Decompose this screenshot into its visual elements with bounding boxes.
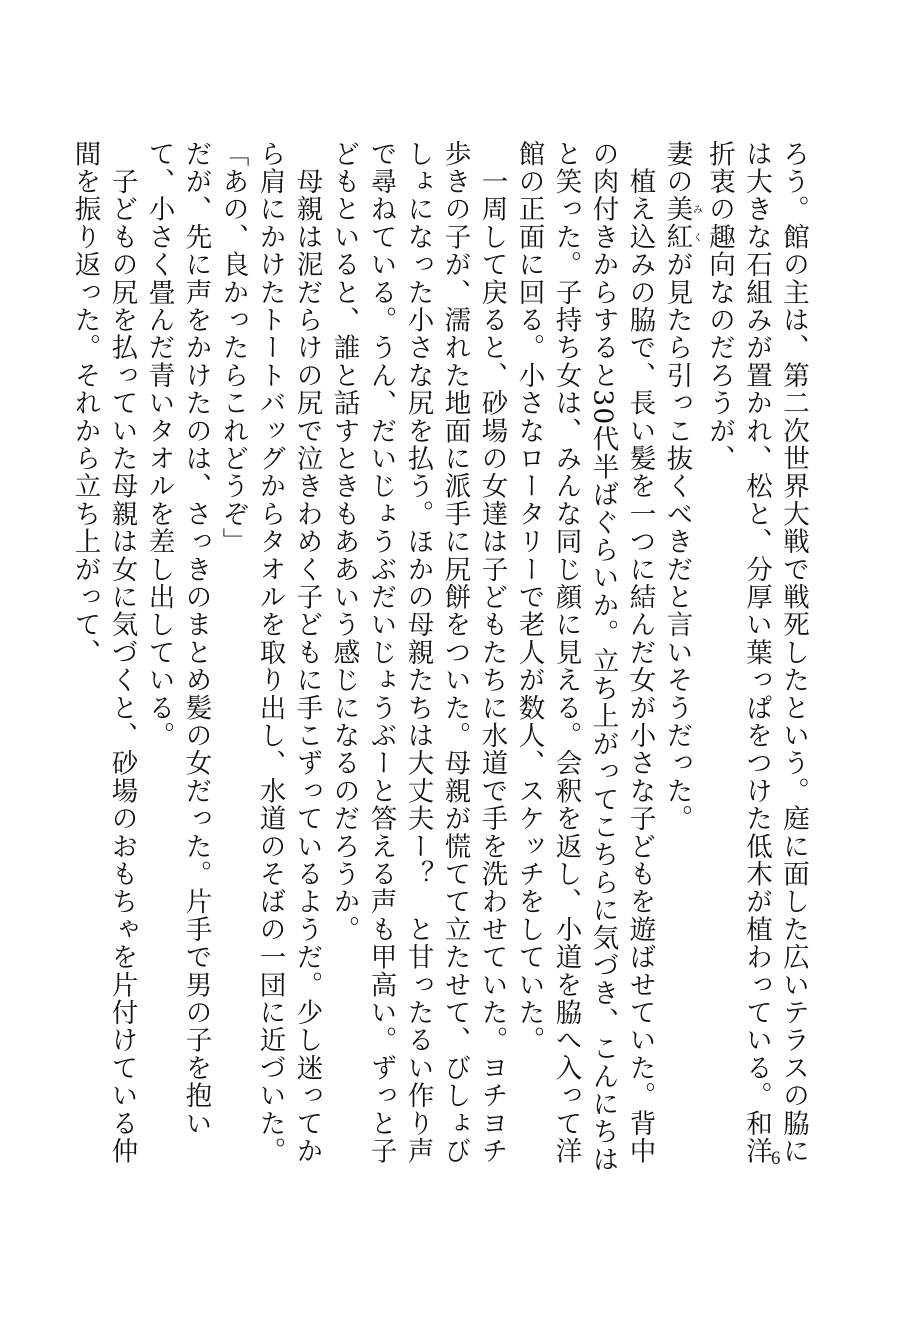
paragraph: ろう。館の主は、第二次世界大戦で戦死したという。庭に面した広いテラスの脇には大きな石組みが置かれ、松と、分厚い葉っぱをつけた低木が植わっている。和洋折衷の趣向なのだろうが、 — [704, 140, 809, 1165]
ruby-suffix-text: が見たら引っこ抜くべきだと言いそうだった。 — [661, 250, 693, 833]
paragraph: 子どもの尻を払っていた母親は女に気づくと、砂場のおもちゃを片付けている仲間を振り返った。それから立ち上がって、 — [69, 140, 138, 1165]
paragraph: 植え込みの脇で、長い髪を一つに結んだ女が小さな子どもを遊ばせていた。背中の肉付きからすると30代半ばぐらいか。立ち上がってこちらに気づき、こんにちはと笑った。子持ち女は、みんな同じ顔に見える。会釈を返し、小道を脇へ入って洋館の正面に回る。小さなロータリーで老人が数人、スケッチをしていた。 — [513, 140, 656, 1174]
furigana-ruby — [661, 195, 702, 251]
page-number: 6 — [771, 1148, 781, 1169]
ruby-base: 美紅 — [661, 195, 693, 251]
dialogue-line: 「あの、良かったらこれどうぞ」 — [217, 140, 249, 556]
paragraph: 一周して戻ると、砂場の女達は子どもたちに水道で手を洗わせていた。ヨチヨチ歩きの子が、濡れた地面に派手に尻餅をついた。母親が慌てて立たせて、びしょびしょになった小さな尻を払う。ほかの母親たちは大丈夫ー？ と甘ったるい作り声で尋ねている。うん、だいじょうぶだいじょうぶーと答える声も甲高い。ずっと子どもといると、誰と話すときもああいう感じになるのだろうか。 — [328, 140, 508, 1165]
paragraph: だが、先に声をかけたのは、さっきのまとめ髪の女だった。片手で男の子を抱いて、小さく畳んだ青いタオルを差し出している。 — [143, 140, 212, 1138]
ruby-prefix-text: 妻の — [661, 140, 693, 196]
paragraph: 母親は泥だらけの尻で泣きわめく子どもに手こずっているようだ。少し迷ってから肩にかけたトートバッグからタオルを取り出し、水道のそばの一団に近づいた。 — [254, 140, 323, 1165]
vertical-text-body — [69, 140, 812, 1190]
paragraph-with-ruby — [659, 140, 702, 1190]
ruby-reading: みく — [690, 195, 702, 251]
